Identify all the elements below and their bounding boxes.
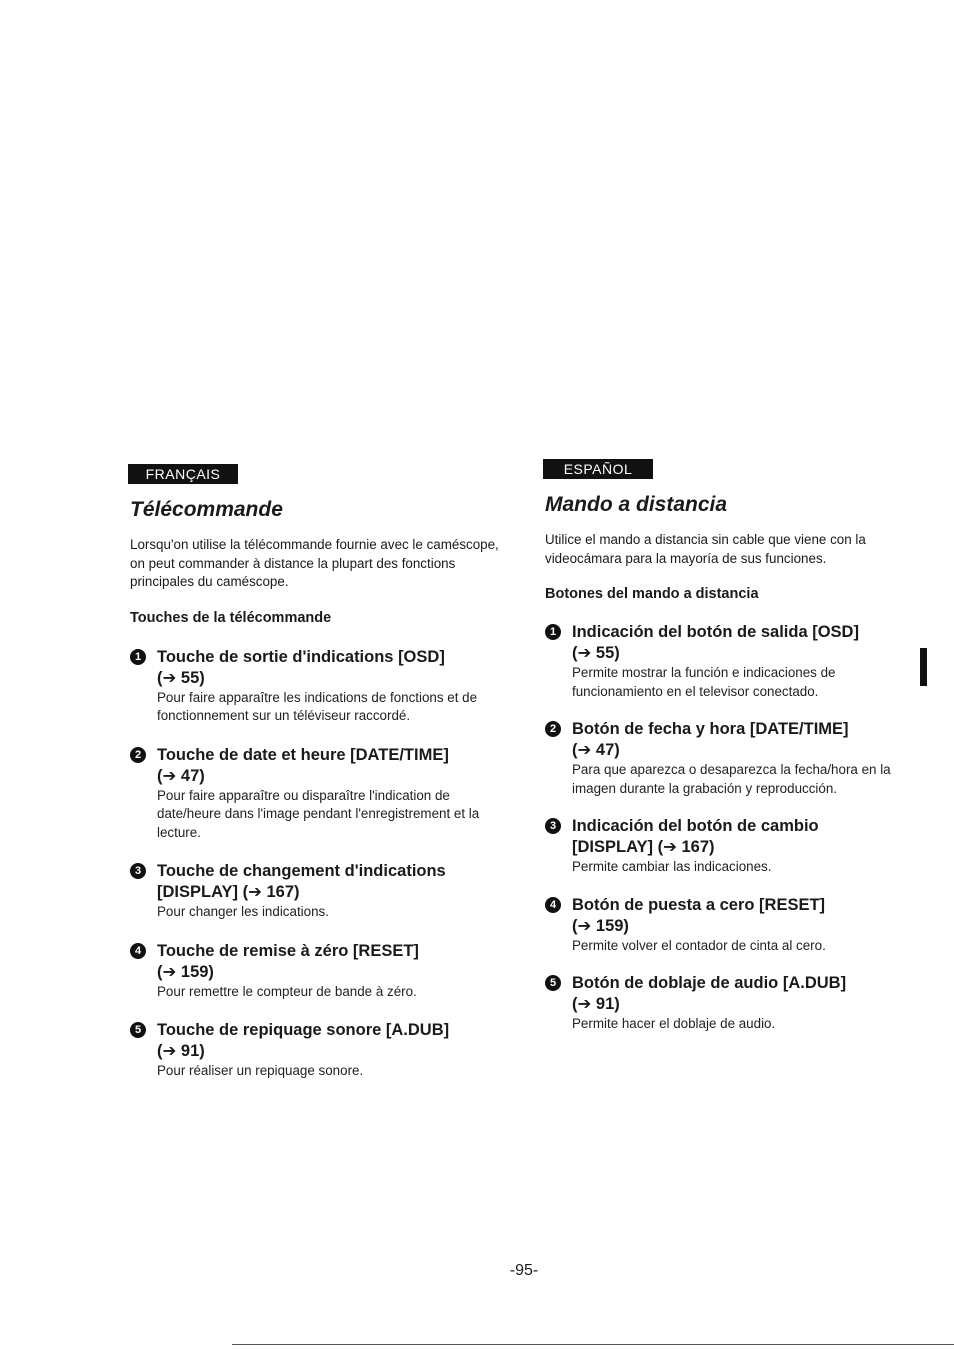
footer-divider <box>232 1344 954 1345</box>
item-description: Para que aparezca o desaparezca la fecha/hora en la imagen durante la grabación y reproducción. <box>572 762 891 796</box>
item-description: Permite cambiar las indicaciones. <box>572 859 772 874</box>
item-description: Permite volver el contador de cinta al cero. <box>572 937 826 953</box>
list-item <box>130 940 500 1002</box>
list-item <box>545 972 915 1034</box>
list-item <box>545 718 915 798</box>
intro-paragraph-francais: Lorsqu'on utilise la télécommande fournie avec le caméscope, on peut commander à distance la plupart des fonctions principales du caméscope. <box>130 537 499 589</box>
number-4-icon: 4 <box>130 943 146 959</box>
number-1-icon: 1 <box>130 649 146 665</box>
number-4-icon: 4 <box>545 897 561 913</box>
item-title: Touche de repiquage sonore [A.DUB] <box>157 1021 450 1039</box>
number-3-icon: 3 <box>545 818 561 834</box>
item-page-reference: (➔ 159) <box>157 962 214 981</box>
page-number: -95- <box>509 1262 539 1279</box>
item-page-reference: (➔ 159) <box>572 916 629 935</box>
item-title: Touche de sortie d'indications [OSD] <box>157 647 445 666</box>
item-title: Botón de fecha y hora [DATE/TIME] <box>572 720 849 738</box>
margin-bar-marker <box>920 648 927 686</box>
item-description: Pour faire apparaître les indications de fonctions et de fonctionnement sur un téléviseur raccordé. <box>157 689 478 723</box>
item-page-reference: [DISPLAY] (➔ 167) <box>157 883 300 901</box>
language-badge-francais: FRANÇAIS <box>128 464 238 484</box>
item-description: Pour changer les indications. <box>157 904 329 919</box>
subheading-espanol: Botones del mando a distancia <box>545 586 759 602</box>
item-title: Botón de puesta a cero [RESET] <box>572 895 826 914</box>
number-2-icon: 2 <box>545 721 561 737</box>
item-description: Permite hacer el doblaje de audio. <box>572 1016 776 1031</box>
number-5-icon: 5 <box>130 1022 146 1038</box>
section-title-francais: Télécommande <box>130 498 283 521</box>
section-title-espanol: Mando a distancia <box>545 493 728 516</box>
list-item <box>130 860 500 922</box>
item-title: Touche de date et heure [DATE/TIME] <box>157 745 449 764</box>
item-page-reference: [DISPLAY] (➔ 167) <box>572 838 715 856</box>
item-page-reference: (➔ 91) <box>157 1042 205 1060</box>
list-item <box>130 1019 500 1081</box>
number-1-icon: 1 <box>545 624 561 640</box>
number-2-icon: 2 <box>130 747 146 763</box>
list-item <box>545 621 915 701</box>
subheading-francais: Touches de la télécommande <box>130 609 332 626</box>
item-description: Pour réaliser un repiquage sonore. <box>157 1063 364 1078</box>
item-page-reference: (➔ 47) <box>572 741 620 759</box>
item-page-reference: (➔ 55) <box>572 644 620 662</box>
item-description: Permite mostrar la función e indicaciones de funcionamiento en el televisor conectado. <box>572 665 836 699</box>
item-title: Indicación del botón de cambio <box>572 817 819 835</box>
item-description: Pour faire apparaître ou disparaître l'indication de date/heure dans l'image pendant l'enregistrement et la lecture. <box>157 787 480 840</box>
item-page-reference: (➔ 91) <box>572 995 620 1013</box>
item-description: Pour remettre le compteur de bande à zéro. <box>157 983 417 999</box>
number-5-icon: 5 <box>545 975 561 991</box>
language-badge-espanol: ESPAÑOL <box>543 459 653 479</box>
number-3-icon: 3 <box>130 863 146 879</box>
item-title: Touche de remise à zéro [RESET] <box>157 941 419 960</box>
item-title: Botón de doblaje de audio [A.DUB] <box>572 974 847 992</box>
item-page-reference: (➔ 55) <box>157 668 205 687</box>
item-title: Indicación del botón de salida [OSD] <box>572 623 859 641</box>
list-item <box>130 646 500 726</box>
item-title: Touche de changement d'indications <box>157 862 446 880</box>
column-espanol <box>545 459 915 1034</box>
list-item <box>545 894 915 956</box>
list-item <box>545 815 915 877</box>
column-francais <box>130 464 500 1081</box>
intro-paragraph-espanol: Utilice el mando a distancia sin cable que viene con la videocámara para la mayoría de sus funciones. <box>545 532 866 566</box>
list-item <box>130 744 500 843</box>
item-page-reference: (➔ 47) <box>157 766 205 785</box>
